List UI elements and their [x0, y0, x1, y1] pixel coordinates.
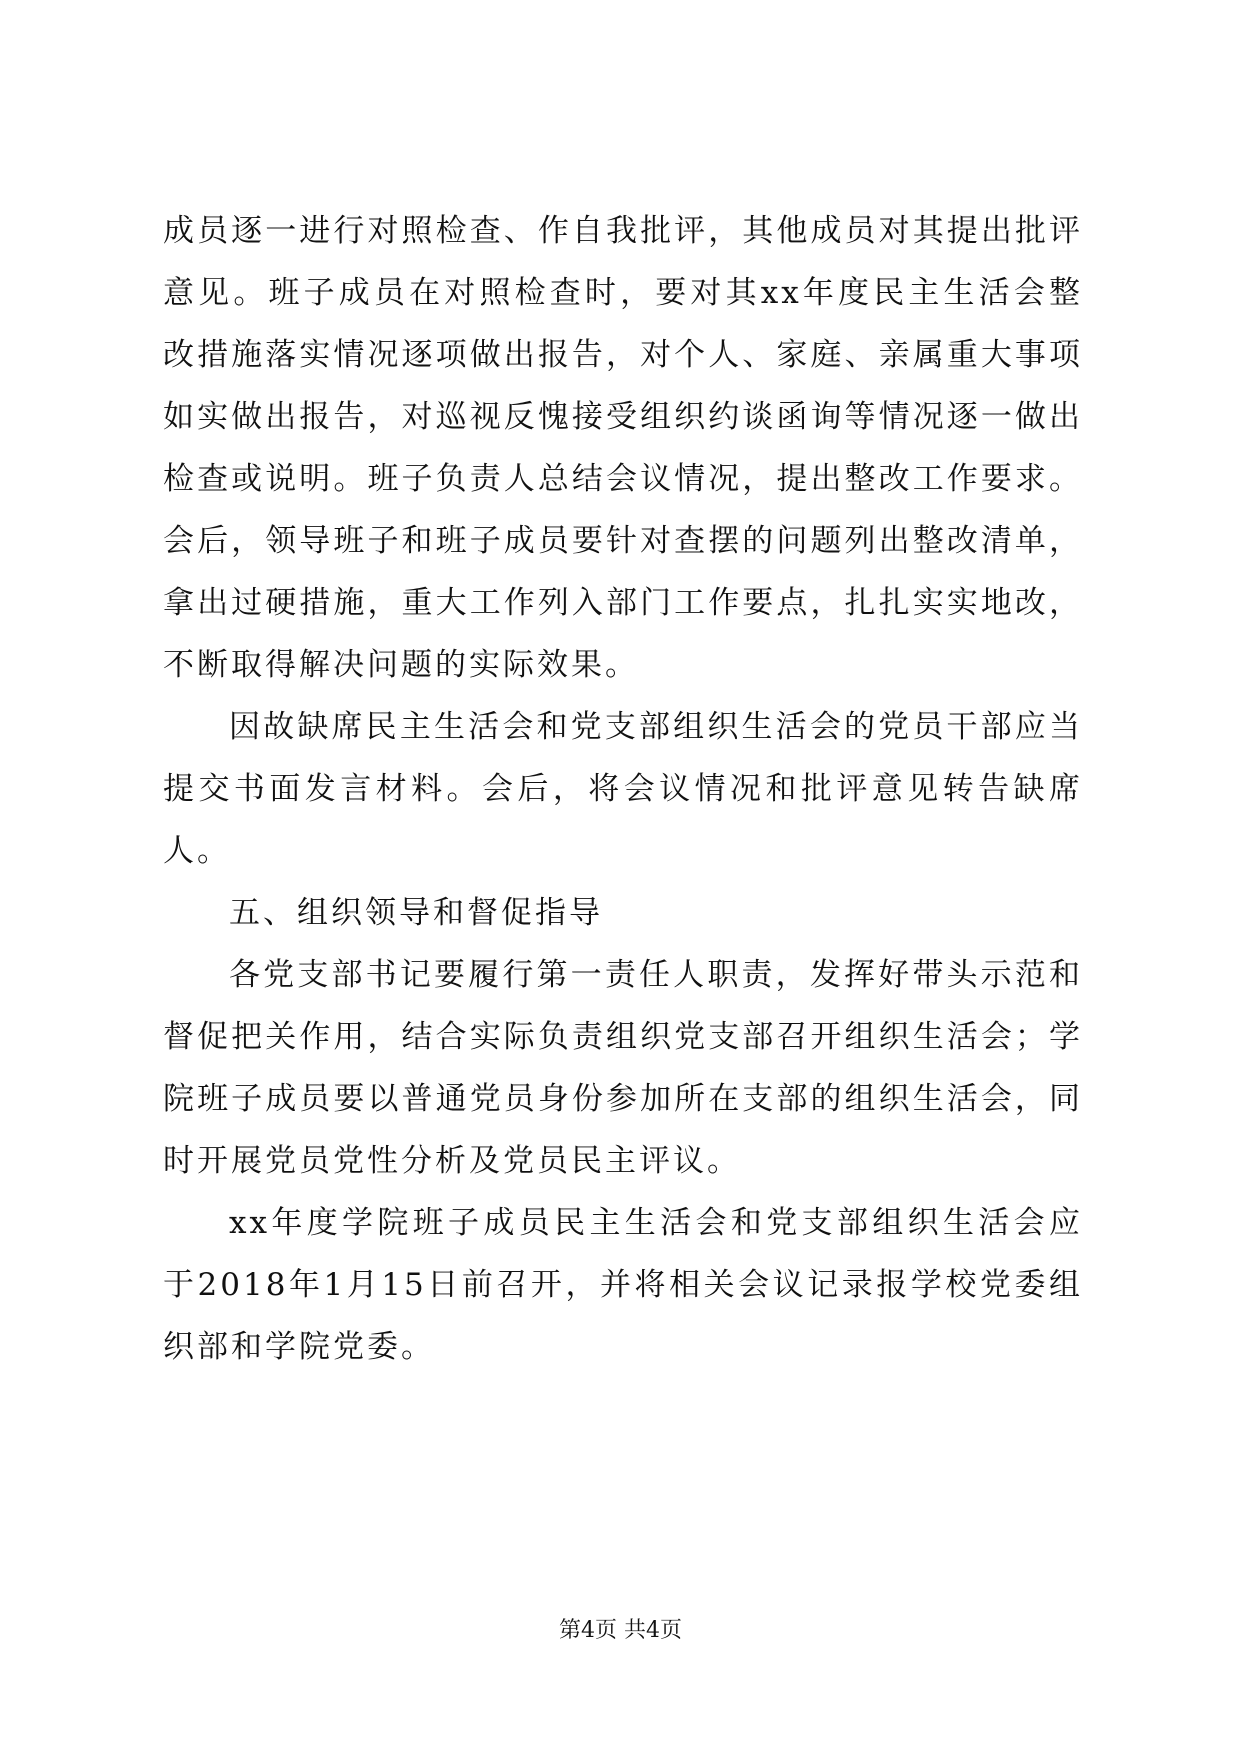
- paragraph-continuation: 成员逐一进行对照检查、作自我批评，其他成员对其提出批评意见。班子成员在对照检查时，要对其xx年度民主生活会整改措施落实情况逐项做出报告，对个人、家庭、亲属重大事项如实做出报告，对巡视反愧接受组织约谈函询等情况逐一做出检查或说明。班子负责人总结会议情况，提出整改工作要求。会后，领导班子和班子成员要针对查摆的问题列出整改清单，拿出过硬措施，重大工作列入部门工作要点，扎扎实实地改，不断取得解决问题的实际效果。: [163, 213, 1083, 683]
- page-number: 第4页 共4页: [559, 1618, 682, 1643]
- paragraph-responsibility: 各党支部书记要履行第一责任人职责，发挥好带头示范和督促把关作用，结合实际负责组织党支部召开组织生活会；学院班子成员要以普通党员身份参加所在支部的组织生活会，同时开展党员党性分析及党员民主评议。: [163, 957, 1083, 1179]
- paragraph-absence: 因故缺席民主生活会和党支部组织生活会的党员干部应当提交书面发言材料。会后，将会议情况和批评意见转告缺席人。: [163, 709, 1083, 869]
- page-footer: [0, 1616, 1241, 1646]
- paragraph-deadline: xx年度学院班子成员民主生活会和党支部组织生活会应于2018年1月15日前召开，并将相关会议记录报学校党委组织部和学院党委。: [163, 1205, 1083, 1365]
- section-heading: 五、组织领导和督促指导: [229, 895, 603, 931]
- document-body: [163, 200, 1083, 1378]
